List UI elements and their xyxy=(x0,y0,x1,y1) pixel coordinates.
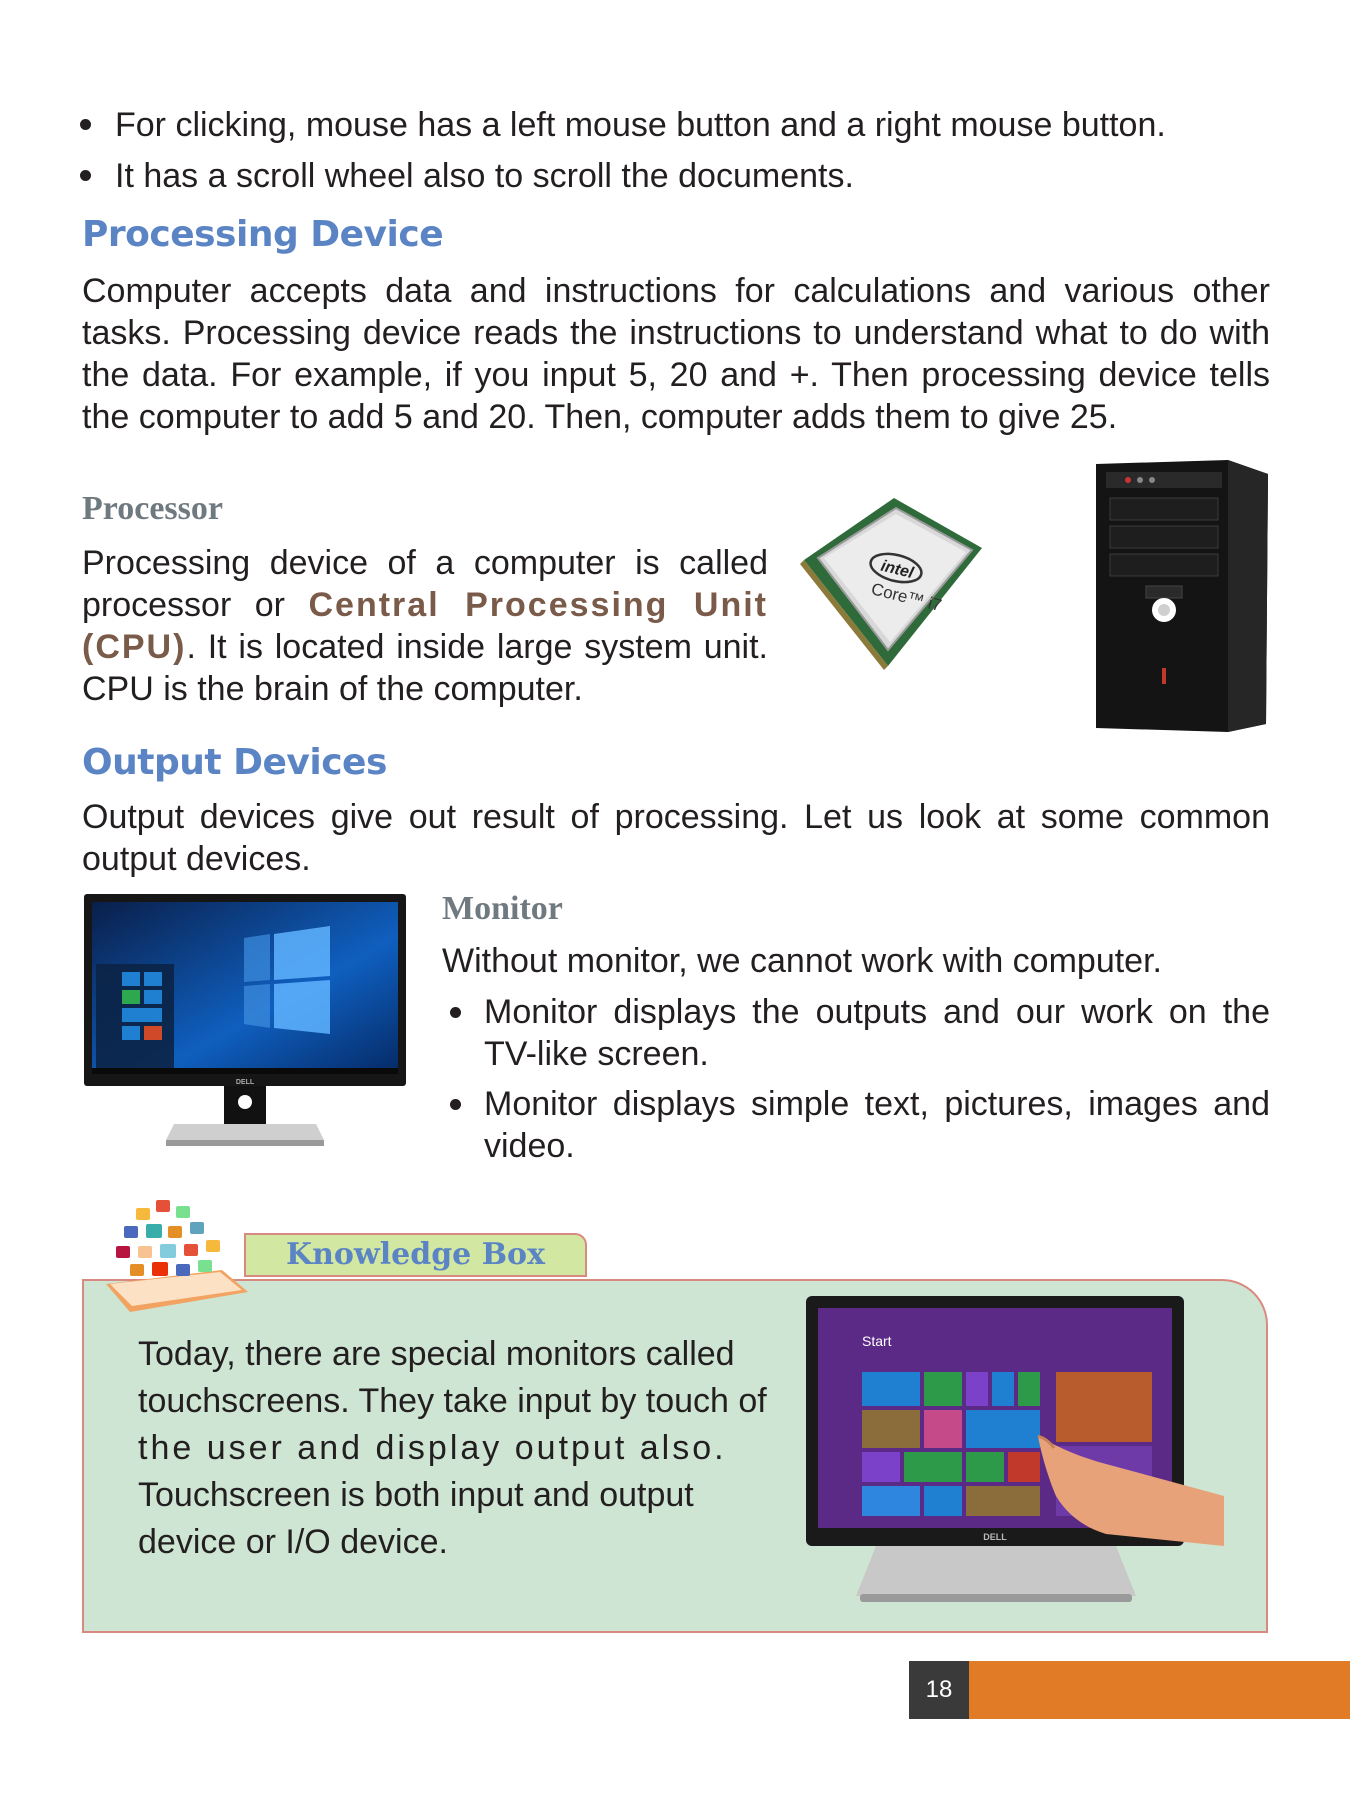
knowledge-line-2: touchscreens. They take input by touch of xyxy=(138,1382,767,1420)
cpu-term: Central Processing Unit (CPU) xyxy=(82,586,769,666)
touchscreen-monitor-image xyxy=(806,1296,1224,1620)
processing-device-heading: Processing Device xyxy=(82,214,444,255)
bullet-text: It has a scroll wheel also to scroll the documents. xyxy=(115,157,854,195)
bullet-dot xyxy=(450,1007,461,1018)
knowledge-line-4: Touchscreen is both input and output xyxy=(138,1476,694,1514)
processor-heading: Processor xyxy=(82,490,223,527)
processing-device-paragraph: Computer accepts data and instructions for calculations and various other tasks. Processing device reads the instructions to understand what to do with the data. For example, if you input 5, 20 and +. Then processing device tells the computer to add 5 and 20. Then, computer adds them to give 25. xyxy=(82,272,1270,436)
bullet-dot xyxy=(450,1099,461,1110)
bullet-dot xyxy=(80,119,91,130)
cpu-chip-image xyxy=(784,490,994,672)
knowledge-line-3: the user and display output also. xyxy=(138,1429,727,1467)
touchscreen-start-label: Start xyxy=(862,1333,892,1349)
knowledge-box-title: Knowledge Box xyxy=(244,1233,587,1277)
knowledge-box-icon xyxy=(96,1196,256,1320)
bullet-left-right-buttons xyxy=(80,104,1166,146)
output-devices-paragraph: Output devices give out result of processing. Let us look at some common output devices. xyxy=(82,798,1270,878)
knowledge-line-5: device or I/O device. xyxy=(138,1523,448,1561)
monitor-image xyxy=(84,894,408,1150)
page-number: 18 xyxy=(909,1661,969,1719)
monitor-intro: Without monitor, we cannot work with computer. xyxy=(442,942,1162,980)
processor-paragraph xyxy=(82,542,768,710)
bullet-text: Monitor displays the outputs and our work on the TV-like screen. xyxy=(484,993,1270,1073)
processor-text-after: . It is located inside large system unit. CPU is the brain of the computer. xyxy=(82,628,768,708)
touchscreen-brand-label: DELL xyxy=(983,1532,1007,1542)
footer-bar xyxy=(969,1661,1350,1719)
bullet-text: For clicking, mouse has a left mouse button and a right mouse button. xyxy=(115,106,1166,144)
monitor-heading: Monitor xyxy=(442,890,563,927)
chip-brand-label: intel xyxy=(879,557,916,583)
system-unit-image xyxy=(1088,456,1272,734)
monitor-brand-label: DELL xyxy=(235,1079,255,1086)
bullet-scroll-wheel xyxy=(80,155,854,197)
chip-model-label: Core™ i7 xyxy=(869,579,944,616)
bullet-dot xyxy=(80,170,91,181)
bullet-text: Monitor displays simple text, pictures, images and video. xyxy=(484,1085,1270,1165)
monitor-bullet-1 xyxy=(442,991,1270,1075)
monitor-bullet-2 xyxy=(442,1083,1270,1167)
knowledge-line-1: Today, there are special monitors called xyxy=(138,1335,735,1373)
processor-text-before: Processing device of a computer is called processor or xyxy=(82,544,768,624)
output-devices-heading: Output Devices xyxy=(82,742,387,783)
